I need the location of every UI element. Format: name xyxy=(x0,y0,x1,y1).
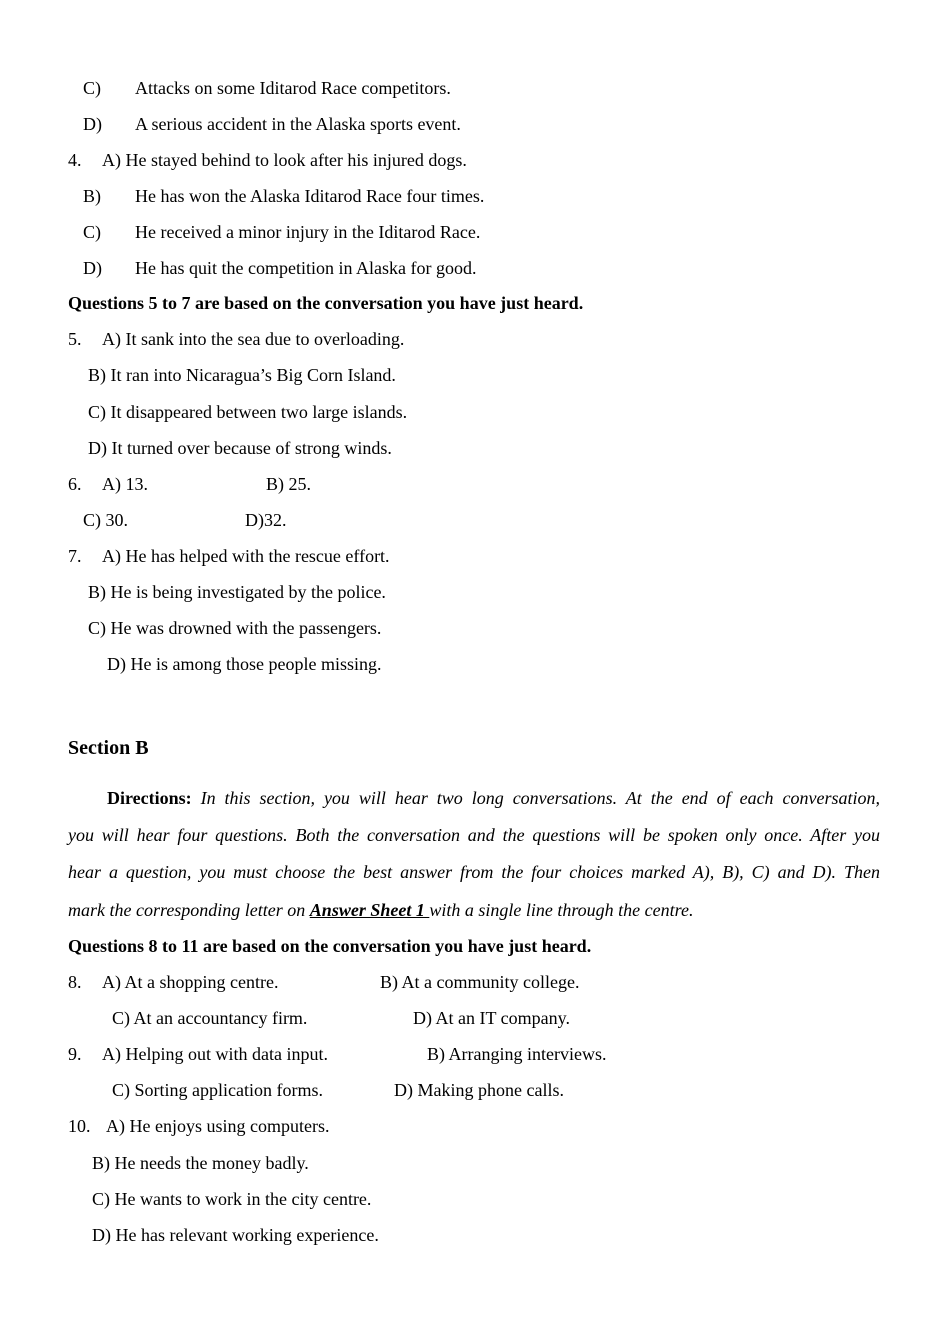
directions-label: Directions: xyxy=(107,788,192,808)
q6-option-c: C) 30. xyxy=(83,510,128,530)
directions-text-4-post: with a single line through the centre. xyxy=(429,900,694,920)
q5-option-d: D) It turned over because of strong winds. xyxy=(88,438,392,458)
section-b-title: Section B xyxy=(68,737,149,759)
q5-option-b: B) It ran into Nicaragua’s Big Corn Island. xyxy=(88,365,396,385)
q6-option-a: A) 13. xyxy=(102,474,148,494)
q8-number: 8. xyxy=(68,972,82,992)
q5-option-a: A) It sank into the sea due to overloading. xyxy=(102,329,405,349)
questions-8-11-heading: Questions 8 to 11 are based on the conversation you have just heard. xyxy=(68,936,592,956)
q4-d-text: He has quit the competition in Alaska for good. xyxy=(135,258,477,278)
q5-number: 5. xyxy=(68,329,82,349)
q7-option-b: B) He is being investigated by the police. xyxy=(88,582,386,602)
q9-option-b: B) Arranging interviews. xyxy=(427,1044,607,1064)
q4-option-a: A) He stayed behind to look after his injured dogs. xyxy=(102,150,467,170)
q4-c-text: He received a minor injury in the Iditarod Race. xyxy=(135,222,481,242)
q4-b-text: He has won the Alaska Iditarod Race four times. xyxy=(135,186,485,206)
q10-option-d: D) He has relevant working experience. xyxy=(92,1225,379,1245)
q8-option-b: B) At a community college. xyxy=(380,972,580,992)
q3-d-text: A serious accident in the Alaska sports event. xyxy=(135,114,461,134)
q4-b-letter: B) xyxy=(83,186,101,206)
directions-text-1: In this section, you will hear two long conversations. At the end of each conversation, xyxy=(200,788,880,808)
q3-c-letter: C) xyxy=(83,78,101,98)
q8-option-c: C) At an accountancy firm. xyxy=(112,1008,308,1028)
q3-d-letter: D) xyxy=(83,114,102,134)
q4-number: 4. xyxy=(68,150,82,170)
q6-number: 6. xyxy=(68,474,82,494)
directions-text-4-pre: mark the corresponding letter on xyxy=(68,900,310,920)
q7-option-c: C) He was drowned with the passengers. xyxy=(88,618,382,638)
q10-option-c: C) He wants to work in the city centre. xyxy=(92,1189,372,1209)
q7-option-a: A) He has helped with the rescue effort. xyxy=(102,546,390,566)
answer-sheet-1-reference: Answer Sheet 1 xyxy=(309,900,430,920)
q4-c-letter: C) xyxy=(83,222,101,242)
q10-option-b: B) He needs the money badly. xyxy=(92,1153,309,1173)
q6-option-d: D)32. xyxy=(245,510,287,530)
q9-number: 9. xyxy=(68,1044,82,1064)
q9-option-a: A) Helping out with data input. xyxy=(102,1044,328,1064)
q8-option-a: A) At a shopping centre. xyxy=(102,972,279,992)
q10-number: 10. xyxy=(68,1116,91,1136)
q3-c-text: Attacks on some Iditarod Race competitors. xyxy=(135,78,451,98)
directions-line-2: you will hear four questions. Both the conversation and the questions will be spoken only once. After you xyxy=(68,825,880,845)
q9-option-d: D) Making phone calls. xyxy=(394,1080,564,1100)
directions-line-1 xyxy=(107,787,880,809)
q10-option-a: A) He enjoys using computers. xyxy=(106,1116,330,1136)
q7-number: 7. xyxy=(68,546,82,566)
q5-option-c: C) It disappeared between two large islands. xyxy=(88,402,408,422)
q4-d-letter: D) xyxy=(83,258,102,278)
q9-option-c: C) Sorting application forms. xyxy=(112,1080,323,1100)
directions-line-4 xyxy=(68,899,693,921)
q7-option-d: D) He is among those people missing. xyxy=(107,654,382,674)
questions-5-7-heading: Questions 5 to 7 are based on the conversation you have just heard. xyxy=(68,293,584,313)
q8-option-d: D) At an IT company. xyxy=(413,1008,570,1028)
q6-option-b: B) 25. xyxy=(266,474,311,494)
directions-line-3: hear a question, you must choose the best answer from the four choices marked A), B), C) and D). Then xyxy=(68,862,880,882)
